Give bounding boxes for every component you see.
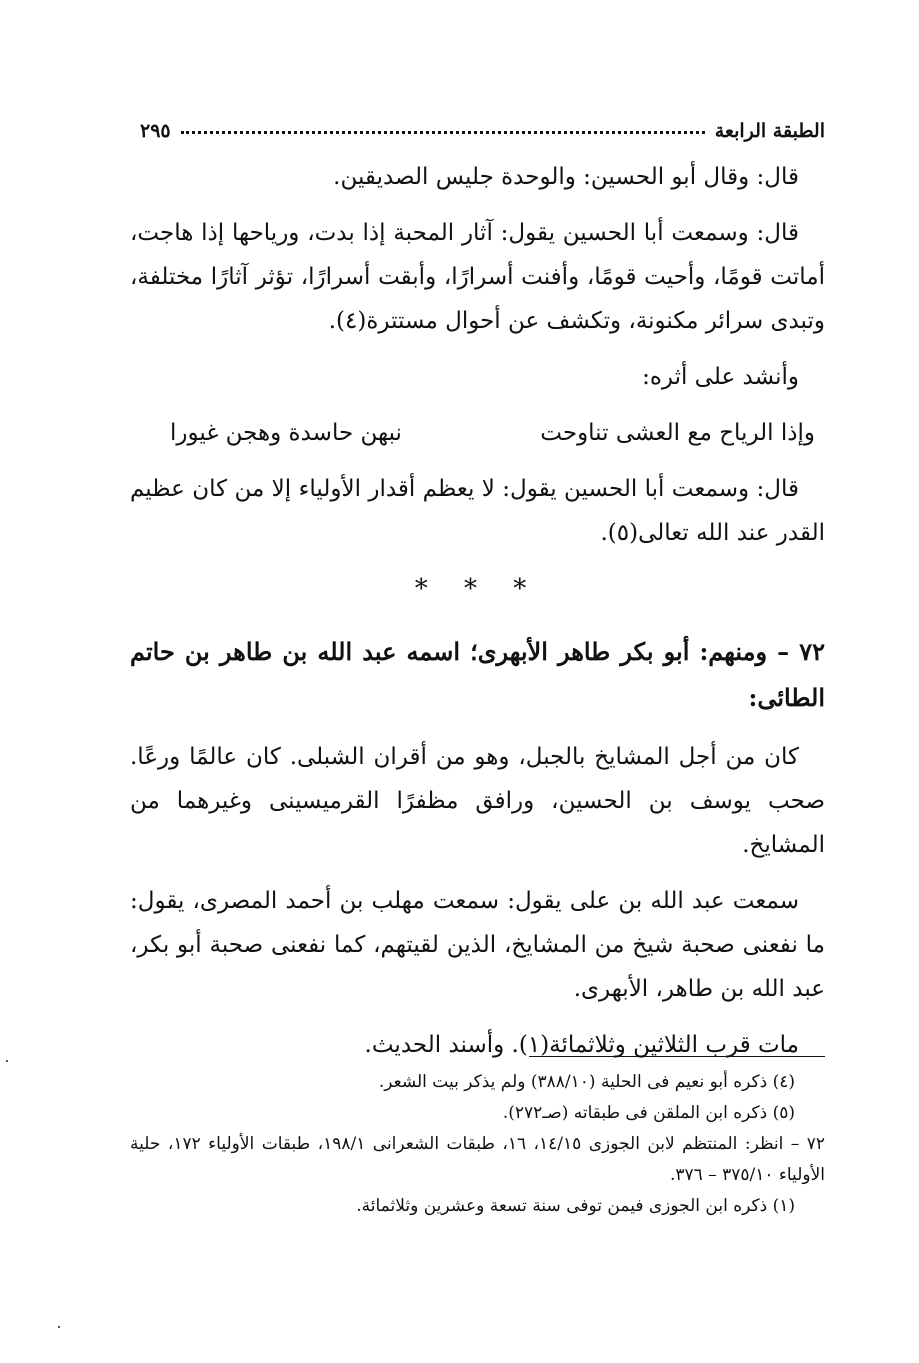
verse-second-hemistich: نبهن حاسدة وهجن غيورا — [170, 420, 402, 446]
footnote-5: (٥) ذكره ابن الملقن فى طبقاته (صـ٢٧٢). — [502, 1103, 795, 1123]
header-dot-leader — [181, 130, 705, 134]
footnote-72: ٧٢ – انظر: المنتظم لابن الجوزى ١٤/١٥، ١٦، طبقات الشعرانى ١٩٨/١، طبقات الأولياء ١٧٢، حلية الأولياء ٣٧٥/١٠ – ٣٧٦. — [130, 1134, 825, 1185]
poem-verse — [130, 411, 825, 455]
paragraph-3: وأنشد على أثره: — [642, 364, 799, 390]
paragraph-4: قال: وسمعت أبا الحسين يقول: لا يعظم أقدار الأولياء إلا من كان عظيم القدر عند الله تعالى(٥). — [130, 476, 825, 546]
footnote-4: (٤) ذكره أبو نعيم فى الحلية (٣٨٨/١٠) ولم يذكر بيت الشعر. — [378, 1072, 795, 1092]
section-title: الطبقة الرابعة — [714, 120, 825, 142]
paragraph-5: كان من أجل المشايخ بالجبل، وهو من أقران الشبلى. كان عالمًا ورعًا. صحب يوسف بن الحسين، ورافق مظفرًا القرميسينى وغيرهما من المشايخ. — [130, 744, 825, 858]
scan-speck — [6, 1060, 8, 1062]
paragraph-2: قال: وسمعت أبا الحسين يقول: آثار المحبة إذا بدت، ورياحها إذا هاجت، أماتت قومًا، وأحيت قومًا، وأفنت أسرارًا، وأبقت أسرارًا، تؤثر آثارًا مختلفة، وتبدى سرائر مكنونة، وتكشف عن أحوال مستترة(٤). — [130, 220, 825, 334]
paragraph-7: مات قرب الثلاثين وثلاثمائة(١). وأسند الحديث. — [364, 1032, 799, 1058]
paragraph-1: قال: وقال أبو الحسين: والوحدة جليس الصديقين. — [333, 164, 799, 190]
footnote-1: (١) ذكره ابن الجوزى فيمن توفى سنة تسعة وعشرين وثلاثمائة. — [356, 1196, 795, 1216]
paragraph-6: سمعت عبد الله بن على يقول: سمعت مهلب بن أحمد المصرى، يقول: ما نفعنى صحبة شيخ من المشايخ، الذين لقيتهم، كما نفعنى صحبة أبو بكر، عبد الله بن طاهر، الأبهرى. — [130, 888, 825, 1002]
scan-speck — [58, 1326, 60, 1328]
page-number: ٢٩٥ — [140, 120, 171, 142]
footnote-separator — [529, 1056, 825, 1057]
verse-first-hemistich: وإذا الرياح مع العشى تناوحت — [540, 420, 815, 446]
main-text — [130, 155, 825, 1079]
footnotes — [130, 1056, 825, 1222]
running-header — [140, 106, 825, 142]
biography-heading: ٧٢ – ومنهم: أبو بكر طاهر الأبهرى؛ اسمه عبد الله بن طاهر بن حاتم الطائى: — [130, 637, 825, 712]
section-divider-stars: * * * — [414, 574, 541, 604]
